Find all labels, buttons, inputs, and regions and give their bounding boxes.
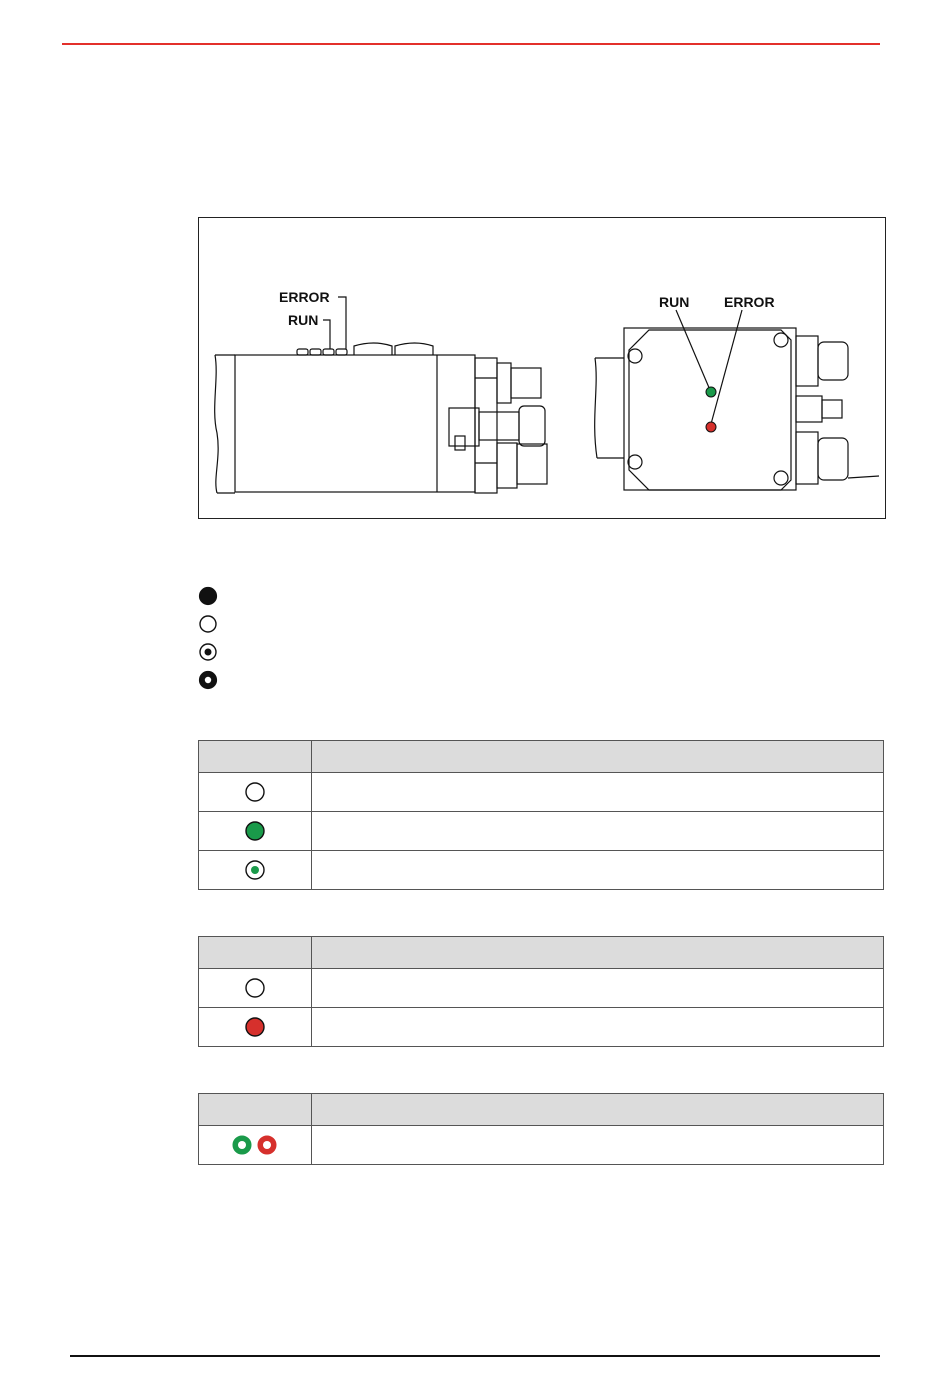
left-connector-bottom-cap — [517, 444, 547, 484]
run-led-dot — [706, 387, 716, 397]
left-run-callout — [323, 320, 330, 349]
row-text — [312, 1008, 884, 1047]
led-off-icon — [198, 614, 218, 634]
left-cable-stub — [215, 355, 218, 493]
right-connector-top — [796, 336, 818, 386]
header-rule — [62, 43, 880, 45]
left-error-label: ERROR — [279, 289, 330, 305]
table-row — [199, 812, 884, 851]
row-text — [312, 773, 884, 812]
right-run-callout — [676, 310, 710, 390]
left-error-callout — [338, 297, 346, 349]
led-on-icon — [198, 586, 218, 606]
header-cell-led — [199, 937, 312, 969]
header-cell-meaning — [312, 937, 884, 969]
run-led-marker — [323, 349, 334, 355]
header-cell-led — [199, 741, 312, 773]
screw-bottom-left — [628, 455, 642, 469]
left-knob-2 — [395, 343, 433, 355]
led-off-icon — [244, 977, 266, 999]
left-led-1 — [297, 349, 308, 355]
green-led-on-icon — [244, 820, 266, 842]
right-connector-top-cap — [818, 342, 848, 380]
table-row — [199, 851, 884, 890]
right-device-face — [629, 330, 791, 490]
left-connector-mid-cap — [519, 406, 545, 446]
right-error-callout — [711, 310, 742, 424]
screw-top-left — [628, 349, 642, 363]
header-cell-meaning — [312, 1094, 884, 1126]
left-connector-top-cap — [511, 368, 541, 398]
table-row — [199, 1126, 884, 1165]
error-led-dot — [706, 422, 716, 432]
led-flashing-icon — [198, 642, 218, 662]
row-text — [312, 851, 884, 890]
left-connector-top — [497, 363, 511, 403]
right-connector-mid — [796, 396, 822, 422]
right-device-frame — [624, 328, 796, 490]
right-cable-stub — [595, 358, 597, 458]
left-connector-bottom — [497, 443, 517, 488]
screw-bottom-right — [774, 471, 788, 485]
left-connector-mid — [479, 412, 519, 440]
error-led-table — [198, 936, 884, 1047]
left-run-label: RUN — [288, 312, 319, 328]
left-led-2 — [310, 349, 321, 355]
green-red-led-flashing-icon — [229, 1133, 281, 1157]
left-device-body — [235, 355, 475, 492]
header-cell-led — [199, 1094, 312, 1126]
row-text — [312, 1126, 884, 1165]
led-flashing-inverse-icon — [198, 670, 218, 690]
footer-rule — [70, 1355, 880, 1357]
table-row — [199, 773, 884, 812]
run-led-table — [198, 740, 884, 890]
device-figure — [198, 217, 886, 519]
device-drawing — [199, 218, 887, 520]
table-header-row — [199, 937, 884, 969]
table-header-row — [199, 741, 884, 773]
table-row — [199, 1008, 884, 1047]
screw-top-right — [774, 333, 788, 347]
left-knob-1 — [354, 343, 392, 355]
right-connector-bottom-cap — [818, 438, 848, 480]
green-led-flashing-icon — [244, 859, 266, 881]
right-connector-bottom — [796, 432, 818, 484]
row-text — [312, 969, 884, 1008]
right-run-label: RUN — [659, 294, 690, 310]
right-connector-mid-cap — [822, 400, 842, 418]
row-text — [312, 812, 884, 851]
combined-led-table — [198, 1093, 884, 1165]
header-cell-meaning — [312, 741, 884, 773]
red-led-on-icon — [244, 1016, 266, 1038]
table-row — [199, 969, 884, 1008]
led-off-icon — [244, 781, 266, 803]
right-error-label: ERROR — [724, 294, 775, 310]
error-led-marker — [336, 349, 347, 355]
table-header-row — [199, 1094, 884, 1126]
